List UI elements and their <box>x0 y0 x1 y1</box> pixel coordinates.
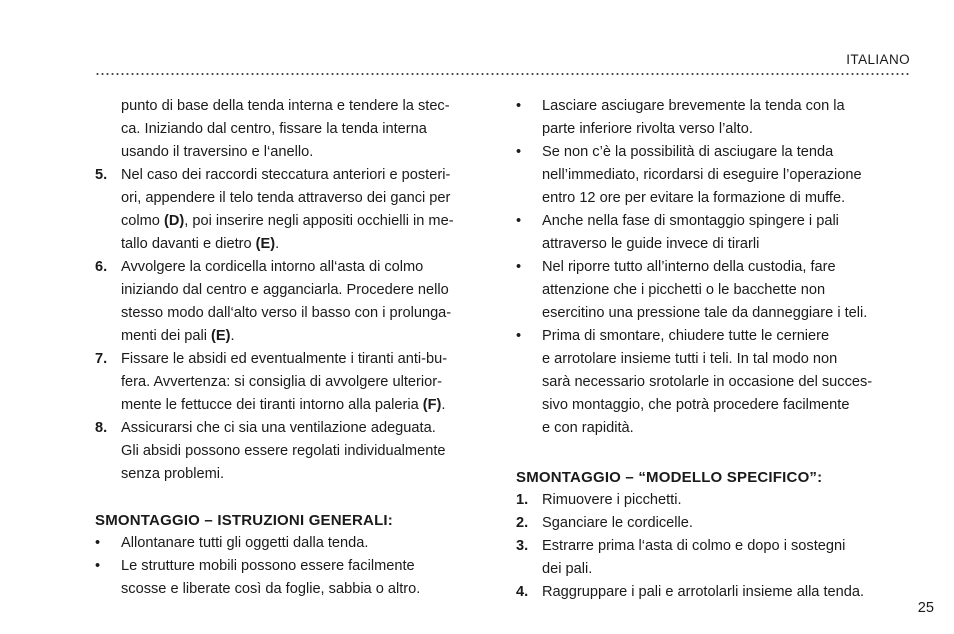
bullet-item <box>95 555 490 601</box>
step-8 <box>95 417 490 486</box>
text-line: colmo (D), poi inserire negli appositi occhielli in me- <box>121 213 454 229</box>
text-line: scosse e liberate così da foglie, sabbia o altro. <box>121 581 421 597</box>
bullet-item <box>516 95 911 141</box>
step-number: 3. <box>516 538 529 554</box>
text-line: esercitino una pressione tale da danneggiare i teli. <box>542 305 868 321</box>
bullet-icon: • <box>95 535 101 551</box>
step-7 <box>95 348 490 417</box>
step-4 <box>516 581 911 604</box>
text-line: Avvolgere la cordicella intorno all‘asta di colmo <box>121 259 424 275</box>
bullet-icon: • <box>516 144 522 160</box>
text-line: Se non c’è la possibilità di asciugare la tenda <box>542 144 834 160</box>
step-2 <box>516 512 911 535</box>
bullet-icon: • <box>516 259 522 275</box>
text-line: Anche nella fase di smontaggio spingere i pali <box>542 213 839 229</box>
text-line: menti dei pali (E). <box>121 328 235 344</box>
step-number: 6. <box>95 259 108 275</box>
text-line: attenzione che i picchetti o le bacchette non <box>542 282 826 298</box>
bullet-icon: • <box>516 328 522 344</box>
text-line: punto di base della tenda interna e tendere la stec- <box>121 98 450 114</box>
step-number: 7. <box>95 351 108 367</box>
bullet-item <box>516 141 911 210</box>
bullet-item <box>95 532 490 555</box>
text-line: Lasciare asciugare brevemente la tenda con la <box>542 98 845 114</box>
step-number: 4. <box>516 584 529 600</box>
step-5 <box>95 164 490 256</box>
text-line: e con rapidità. <box>542 420 634 436</box>
text-line: sivo montaggio, che potrà procedere facilmente <box>542 397 850 413</box>
text-line: fera. Avvertenza: si consiglia di avvolgere ulterior- <box>121 374 442 390</box>
section-heading-general: SMONTAGGIO – ISTRUZIONI GENERALI: <box>95 512 393 529</box>
text-line: Nel riporre tutto all’interno della custodia, fare <box>542 259 836 275</box>
section-heading-specific: SMONTAGGIO – “MODELLO SPECIFICO”: <box>516 469 823 486</box>
text-line: tallo davanti e dietro (E). <box>121 236 280 252</box>
text-line: dei pali. <box>542 561 593 577</box>
text-line: entro 12 ore per evitare la formazione di muffe. <box>542 190 846 206</box>
text-line: Gli absidi possono essere regolati individualmente <box>121 443 446 459</box>
text-line: Nel caso dei raccordi steccatura anteriori e posteri- <box>121 167 451 183</box>
step-1 <box>516 489 911 512</box>
text-line: Prima di smontare, chiudere tutte le cerniere <box>542 328 830 344</box>
page-number: 25 <box>917 600 934 616</box>
step-number: 8. <box>95 420 108 436</box>
text-line: Allontanare tutti gli oggetti dalla tenda. <box>121 535 369 551</box>
text-line: usando il traversino e l‘anello. <box>121 144 314 160</box>
text-line: ca. Iniziando dal centro, fissare la tenda interna <box>121 121 427 137</box>
text-line: Estrarre prima l‘asta di colmo e dopo i sostegni <box>542 538 846 554</box>
text-line: Le strutture mobili possono essere facilmente <box>121 558 415 574</box>
text-line: Rimuovere i picchetti. <box>542 492 682 508</box>
text-line: senza problemi. <box>121 466 225 482</box>
bullet-item <box>516 210 911 256</box>
text-line: stesso modo dall‘alto verso il basso con i prolunga- <box>121 305 452 321</box>
text-line: Raggruppare i pali e arrotolarli insieme alla tenda. <box>542 584 865 600</box>
text-line: sarà necessario srotolarle in occasione del succes- <box>542 374 873 390</box>
step-number: 1. <box>516 492 529 508</box>
language-label: ITALIANO <box>846 52 910 67</box>
text-line: Fissare le absidi ed eventualmente i tiranti anti-bu- <box>121 351 448 367</box>
bullet-item <box>516 256 911 325</box>
text-line: iniziando dal centro e agganciarla. Procedere nello <box>121 282 449 298</box>
text-line: Assicurarsi che ci sia una ventilazione adeguata. <box>121 420 436 436</box>
right-column <box>516 95 911 604</box>
text-line: nell’immediato, ricordarsi di eseguire l’operazione <box>542 167 862 183</box>
bullet-icon: • <box>516 98 522 114</box>
text-line: mente le fettucce dei tiranti intorno alla paleria (F). <box>121 397 446 413</box>
bullet-icon: • <box>516 213 522 229</box>
left-column <box>95 95 490 601</box>
step-6 <box>95 256 490 348</box>
bullet-icon: • <box>95 558 101 574</box>
text-line: e arrotolare insieme tutti i teli. In tal modo non <box>542 351 838 367</box>
text-line: attraverso le guide invece di tirarli <box>542 236 760 252</box>
text-line: ori, appendere il telo tenda attraverso dei ganci per <box>121 190 451 206</box>
intro-paragraph <box>95 95 490 164</box>
step-number: 5. <box>95 167 108 183</box>
bullet-item <box>516 325 911 440</box>
text-line: Sganciare le cordicelle. <box>542 515 693 531</box>
step-number: 2. <box>516 515 529 531</box>
step-3 <box>516 535 911 581</box>
dotted-divider <box>95 72 911 76</box>
text-line: parte inferiore rivolta verso l’alto. <box>542 121 753 137</box>
